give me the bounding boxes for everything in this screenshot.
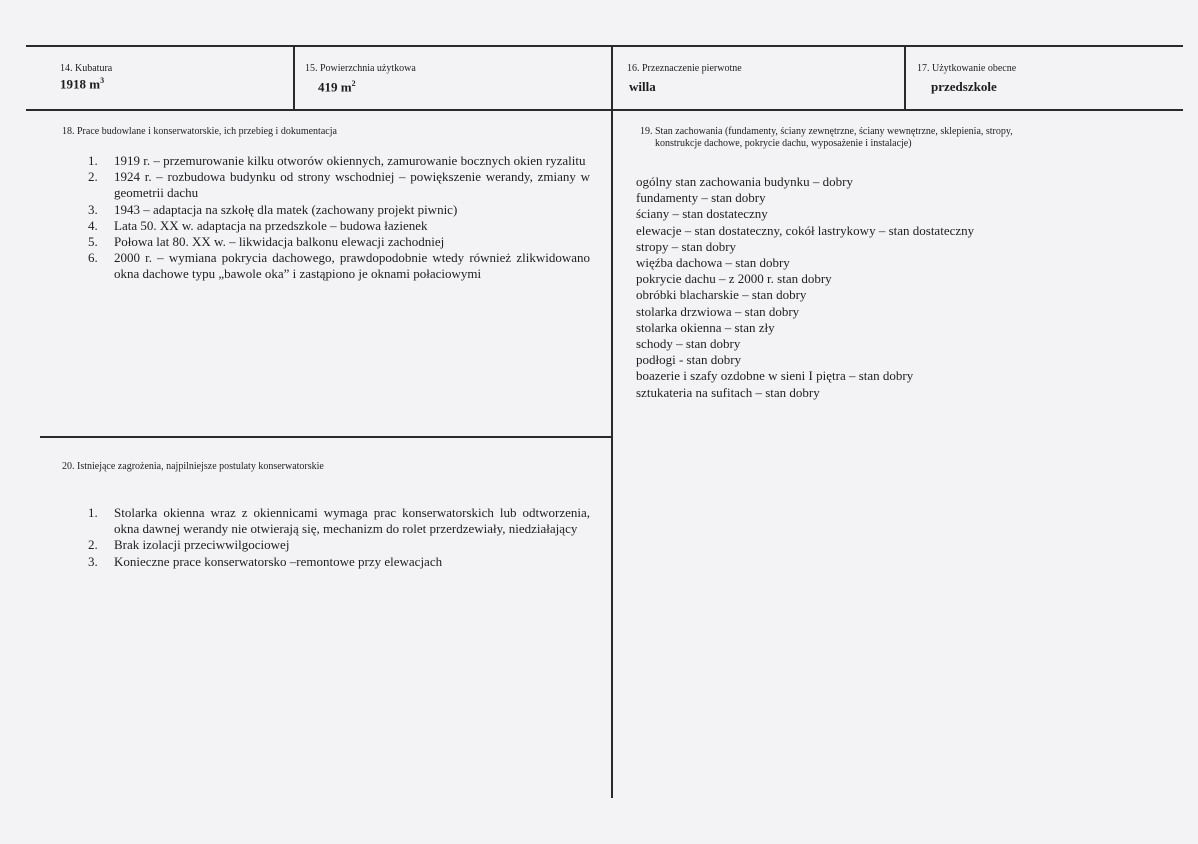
list-item: elewacje – stan dostateczny, cokół lastrykowy – stan dostateczny	[636, 222, 975, 238]
section-18-20-rule	[40, 436, 612, 438]
header-bottom-rule	[26, 109, 1183, 111]
powierzchnia-value: 419 $m^2$	[318, 79, 356, 95]
zagrozenia-list	[68, 505, 590, 570]
list-item: więźba dachowa – stan dobry	[636, 255, 790, 271]
powierzchnia-label: 15. Powierzchnia użytkowa	[305, 63, 416, 74]
list-item: podłogi - stan dobry	[636, 352, 742, 368]
list-item: 5. Połowa lat 80. XX w. – likwidacja balkonu elewacji zachodniej	[88, 234, 445, 250]
zagrozenia-heading: 20. Istniejące zagrożenia, najpilniejsze postulaty konserwatorskie	[62, 461, 324, 472]
list-item: ściany – stan dostateczny	[636, 206, 768, 222]
uzytkowanie-value: przedszkole	[931, 79, 997, 94]
uzytkowanie-label: 17. Użytkowanie obecne	[917, 63, 1017, 74]
list-item: 1. 1919 r. – przemurowanie kilku otworów okiennych, zamurowanie bocznych okien ryzalitu	[88, 153, 586, 168]
kubatura-unit-exponent: 3	[100, 76, 105, 85]
list-item: fundamenty – stan dobry	[636, 190, 766, 206]
stan-heading-line2: konstrukcje dachowe, pokrycie dachu, wyposażenie i instalacje)	[655, 138, 912, 149]
list-item: stolarka drzwiowa – stan dobry	[636, 303, 800, 319]
stan-heading-line1: 19. Stan zachowania (fundamenty, ściany zewnętrzne, ściany wewnętrzne, sklepienia, stropy,	[640, 126, 1013, 137]
list-item: 2. Brak izolacji przeciwwilgociowej	[88, 537, 290, 553]
divider-14-15	[293, 46, 295, 110]
kubatura-label: 14. Kubatura	[60, 63, 113, 74]
list-item: sztukateria na sufitach – stan dobry	[636, 384, 820, 400]
divider-15-16	[611, 46, 613, 798]
list-item: obróbki blacharskie – stan dobry	[636, 287, 807, 303]
list-item: schody – stan dobry	[636, 336, 741, 352]
przeznaczenie-value: willa	[629, 79, 656, 94]
przeznaczenie-label: 16. Przeznaczenie pierwotne	[627, 63, 742, 74]
list-item: stropy – stan dobry	[636, 238, 737, 254]
powierzchnia-unit-exponent: 2	[351, 79, 356, 88]
list-item: 2. 1924 r. – rozbudowa budynku od strony wschodniej – powiększenie werandy, zmiany w geometrii dachu	[88, 169, 590, 201]
top-rule	[26, 45, 1183, 47]
prace-heading: 18. Prace budowlane i konserwatorskie, ich przebieg i dokumentacja	[62, 126, 337, 137]
list-item: ogólny stan zachowania budynku – dobry	[636, 174, 853, 189]
list-item: 3. Konieczne prace konserwatorsko –remontowe przy elewacjach	[88, 553, 443, 569]
list-item: 1. Stolarka okienna wraz z okiennicami wymaga prac konserwatorskich lub odtworzenia, okna dawnej werandy nie otwierają się, mechanizm do rolet przerdzewiały, niedziałający	[88, 505, 590, 537]
list-item: stolarka okienna – stan zły	[636, 319, 775, 335]
list-item: pokrycie dachu – z 2000 r. stan dobry	[636, 271, 832, 287]
stan-lines	[636, 174, 974, 401]
list-item: 4. Lata 50. XX w. adaptacja na przedszkole – budowa łazienek	[88, 217, 428, 233]
divider-16-17	[904, 46, 906, 110]
list-item: boazerie i szafy ozdobne w sieni I piętra – stan dobry	[636, 368, 914, 384]
kubatura-value: 1918 $m^3$	[60, 76, 105, 92]
list-item: 3. 1943 – adaptacja na szkołę dla matek (zachowany projekt piwnic)	[88, 201, 458, 217]
prace-list	[68, 153, 590, 283]
list-item: 6. 2000 r. – wymiana pokrycia dachowego, prawdopodobnie wtedy również zlikwidowano okna dachowe typu „bawole oka” i zastąpiono je oknami połaciowymi	[88, 250, 590, 282]
